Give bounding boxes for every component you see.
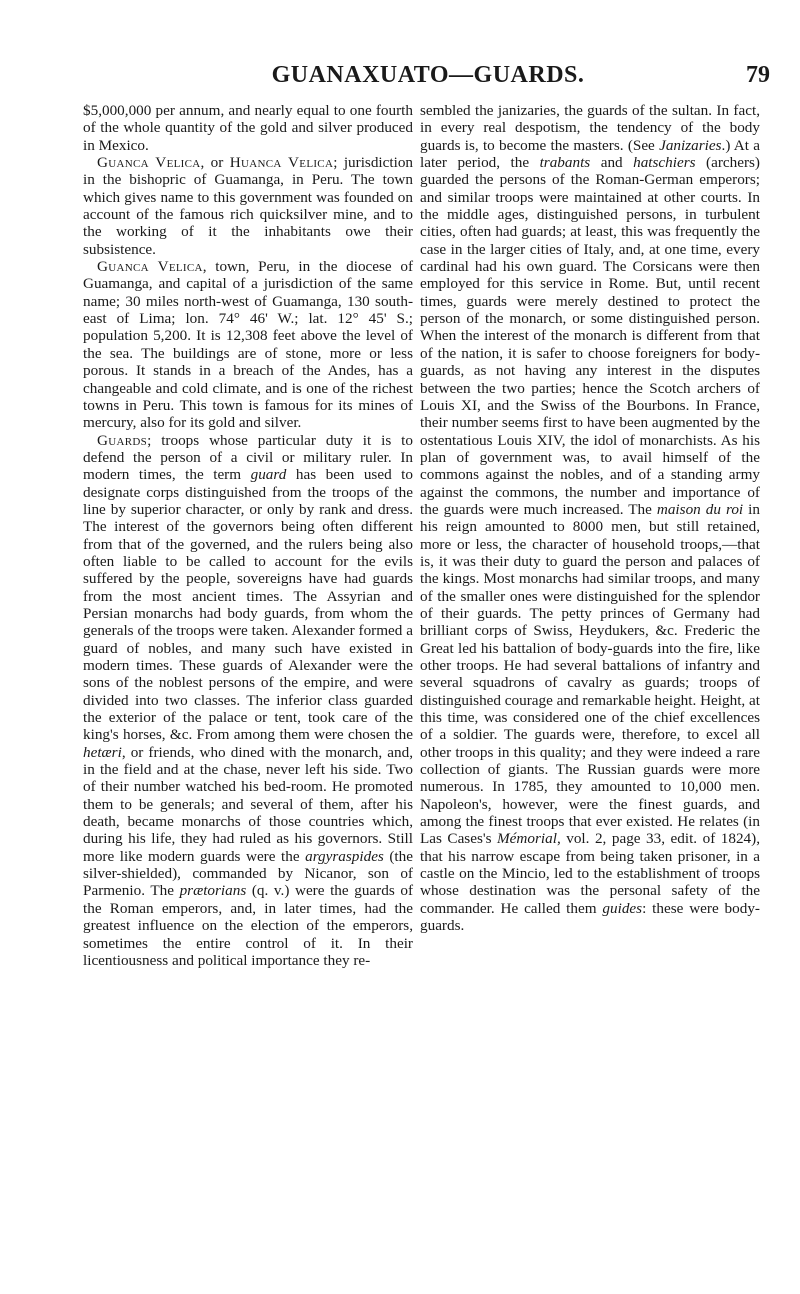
page-header [78,52,778,92]
entry-headword: Guanca Velica [97,154,201,172]
italic-term: maison du roi [656,500,744,518]
italic-term: hetæri [83,743,122,761]
entry-text: (the silver-shielded), commanded by Nicanor, son of Parmenio. The [83,847,413,900]
entry-guanca-velica-jurisdiction [83,154,413,258]
entry-guards-continued [420,102,760,935]
italic-term: Mémorial [497,830,557,848]
entry-headword: Guanca Velica [97,258,203,276]
entry-guanca-velica-town [83,258,413,431]
right-column [420,102,760,935]
italic-term: argyraspides [305,847,384,865]
entry-headword-alt: Huanca Velica [229,154,334,172]
entry-text: .) At a later period, the [420,136,760,172]
entry-text: sembled the janizaries, the guards of the sultan. In fact, in every real despotism, the tendency of the body guards is, to become the masters. (See [420,102,760,154]
entry-text: , vol. 2, page 33, edit. of 1824), that his narrow escape from being taken prisoner, in a castle on the Mincio, led to the establishment of troops whose destination was the personal safety of the commander. He called them [420,830,760,917]
italic-term: guides [602,899,643,917]
italic-term: prætorians [179,882,247,900]
entry-text: in his reign amounted to 8000 men, but still retained, more or less, the character of household troops,—that is, it was their duty to guard the person and palaces of the kings. Most monarchs had similar troops, and many of the smaller ones were distinguished for the splendor of their guards. The petty princes of Germany had brilliant corps of Swiss, Heydukers, &c. Frederic the Great led his battalion of body-guards into the fire, like other troops. He had several battalions of infantry and several squadrons of cavalry as guards; troops of distinguished courage and remarkable height. Height, at this time, was considered one of the chief excellences of a soldier. The guards were, therefore, to excel all other troops in this quality; and they were indeed a rare collection of giants. The Russian guards were more numerous. In 1785, they amounted to 10,000 men. Napoleon's, however, were the finest guards, and among the finest troops that ever existed. He relates (in Las Cases's [420,500,760,848]
entry-text: (q. v.) were the guards of the Roman emperors, and, in later times, had the greatest influence on the election of the emperors, sometimes the entire control of it. In their licentiousness and political importance they re- [83,882,413,969]
entry-text: , or friends, who dined with the monarch, and, in the field and at the chase, never left his side. Two of their number watched his bed-room. He promoted them to be generals; and several of them, after his death, became monarchs of those countries which, during his life, they had ruled as his governors. Still more like modern guards were the [83,743,413,865]
paragraph-mexico-production: $5,000,000 per annum, and nearly equal to one fourth of the whole quantity of the gold and silver produced in Mexico. [83,102,413,154]
cross-reference-link[interactable]: Janizaries [659,136,722,154]
entry-headword: Guards [97,431,148,449]
italic-term: hatschiers [633,154,696,172]
entry-guards [83,432,413,970]
running-title: GUANAXUATO—GUARDS. [271,62,585,88]
entry-text: and [590,154,634,172]
entry-text: , town, Peru, in the diocese of Guamanga, and capital of a jurisdiction of the same name; 30 miles north-west of Guamanga, 130 south-east of Lima; lon. 74° 46' W.; lat. 12° 45' S.; population 5,200. It is 12,308 feet above the level of the sea. The buildings are of stone, more or less porous. It stands in a breach of the Andes, has a changeable and cold climate, and is one of the richest towns in Peru. This town is famous for its mines of mercury, also for its gold and silver. [83,258,413,432]
entry-text: : these were body-guards. [420,899,760,935]
page-number: 79 [746,62,770,88]
entry-text: (archers) guarded the persons of the Roman-German emperors; and similar troops were maintained at other courts. In the middle ages, distinguished persons, in turbulent cities, often had guards; at least, this was frequently the case in the larger cities of Italy, and, at one time, every cardinal had his own guard. The Corsicans were then employed for this service in Rome. But, until recent times, guards were merely destined to protect the person of the monarch, or some distinguished person. When the interest of the monarch is different from that of the nation, it is safer to choose foreigners for body-guards, as not having any interest in the disputes between the two parties; hence the Scotch archers of Louis XI, and the Swiss of the Bourbons. In France, their number seems first to have been augmented by the ostentatious Louis XIV, the idol of monarchists. As his plan of government was, to avail himself of the commons against the nobles, and of a standing army against the commons, the number and importance of the guards were much increased. The [420,154,760,518]
italic-term: guard [250,466,287,484]
entry-text: ; jurisdiction in the bishopric of Guamanga, in Peru. The town which gives name to this government was founded on account of the famous rich quicksilver mine, and to the working of it the inhabitants owe their subsistence. [83,154,414,258]
entry-text: ; troops whose particular duty it is to defend the person of a civil or military ruler. In modern times, the term [83,431,413,484]
entry-text: has been used to designate corps distinguished from the troops of the line by superior character, or only by rank and dress. The interest of the governors being often different from that of the governed, and the rulers being also often liable to be called to account for the evils suffered by the people, sovereigns have had guards from the most ancient times. The Assyrian and Persian monarchs had body guards, from whom the generals of the troops were taken. Alexander formed a guard of nobles, and many such have existed in modern times. These guards of Alexander were the sons of the noblest persons of the empire, and were divided into two classes. The inferior class guarded the exterior of the palace or tent, took care of the king's horses, &c. From among them were chosen the [83,466,413,744]
left-column [83,102,413,969]
italic-term: trabants [539,154,591,172]
entry-text: , or [200,154,230,172]
